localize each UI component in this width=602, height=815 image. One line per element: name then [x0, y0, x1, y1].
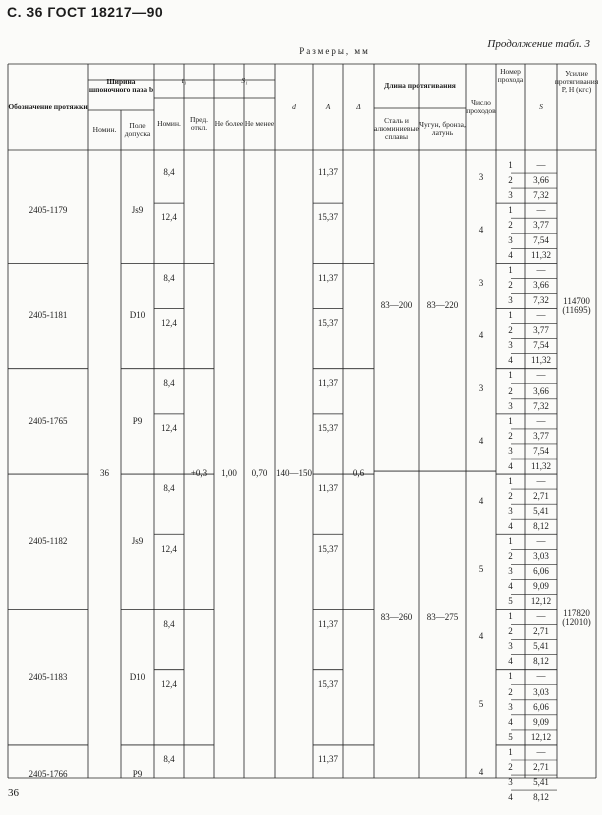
cell-passes: 4 [478, 766, 484, 777]
cell-passes: 4 [478, 330, 484, 341]
cell-pass-number: 2 [508, 325, 513, 336]
cell-a: 15,37 [317, 678, 339, 689]
cell-pass-number: 3 [508, 776, 513, 787]
cell-pass-number: 1 [508, 611, 513, 622]
cell-pass-number: 2 [508, 761, 513, 772]
col-t1: t₁ [181, 76, 187, 86]
cell-pass-number: 2 [508, 490, 513, 501]
cell-t1: 12,4 [161, 423, 177, 434]
cell-a: 15,37 [317, 212, 339, 223]
col-length-steel: Сталь и алюминиевые сплавы [374, 116, 419, 141]
cell-t1: 8,4 [163, 618, 175, 629]
cell-t1: 12,4 [161, 543, 177, 554]
cell-pass-number: 4 [508, 460, 513, 471]
cell-designation: 2405-1179 [28, 204, 68, 215]
cell-s: 8,12 [533, 520, 549, 531]
cell-s: 5,41 [533, 776, 549, 787]
cell-pass-number: 2 [508, 174, 513, 185]
cell-passes: 3 [478, 172, 484, 183]
cell-designation: 2405-1181 [28, 310, 68, 321]
cell-pass-number: 4 [508, 716, 513, 727]
cell-s: 9,09 [533, 716, 549, 727]
col-designation: Обозначение протяжки [8, 102, 88, 112]
cell-pass-number: 1 [508, 310, 513, 321]
cell-s: 8,12 [533, 656, 549, 667]
cell-pass-number: 2 [508, 551, 513, 562]
cell-pass-number: 2 [508, 430, 513, 441]
cell-s: — [536, 204, 546, 215]
cell-s: 12,12 [530, 731, 552, 742]
col-t1-deviation: Пред. откл. [189, 115, 209, 132]
cell-pass-number: 1 [508, 415, 513, 426]
page-header: С. 36 ГОСТ 18217—90 [7, 4, 164, 20]
cell-tolerance: P9 [132, 415, 143, 426]
cell-pass-number: 3 [508, 505, 513, 516]
cell-passes: 4 [478, 435, 484, 446]
cell-pass-number: 4 [508, 581, 513, 592]
cell-s: 7,32 [533, 189, 549, 200]
cell-designation: 2405-1766 [28, 769, 68, 780]
cell-tolerance: D10 [129, 310, 146, 321]
cell-t1-deviation: +0,3 [190, 468, 208, 479]
col-length: Длина протягивания [384, 81, 456, 91]
cell-s: 6,06 [533, 566, 549, 577]
col-tolerance-field: Поле допуска [124, 121, 151, 138]
cell-length-cast: 83—275 [426, 612, 459, 623]
col-length-cast: Чугун, бронза, латунь [419, 120, 466, 137]
cell-designation: 2405-1765 [28, 415, 68, 426]
cell-delta: 0,6 [352, 468, 365, 479]
cell-a: 11,37 [318, 272, 338, 283]
cell-force: 117820 (12010) [562, 607, 591, 627]
cell-passes: 5 [478, 563, 484, 574]
cell-s: 7,32 [533, 295, 549, 306]
cell-passes: 4 [478, 225, 484, 236]
col-t1-nominal: Номин. [157, 119, 181, 129]
cell-s: 11,32 [531, 355, 551, 366]
cell-s: 6,06 [533, 701, 549, 712]
cell-t1: 8,4 [163, 377, 175, 388]
cell-s: 8,12 [533, 791, 549, 802]
cell-s: 9,09 [533, 581, 549, 592]
cell-t1: 8,4 [163, 167, 175, 178]
cell-s: 2,71 [533, 490, 549, 501]
cell-passes: 5 [478, 699, 484, 710]
cell-pass-number: 1 [508, 159, 513, 170]
cell-s: — [536, 370, 546, 381]
cell-pass-number: 3 [508, 566, 513, 577]
cell-d: 140—150 [276, 468, 312, 479]
cell-pass-number: 2 [508, 219, 513, 230]
cell-pass-number: 3 [508, 295, 513, 306]
cell-t1: 12,4 [161, 317, 177, 328]
cell-pass-number: 4 [508, 355, 513, 366]
cell-s: 7,54 [533, 445, 549, 456]
cell-t1: 8,4 [163, 483, 175, 494]
cell-s: — [536, 415, 546, 426]
cell-passes: 4 [478, 495, 484, 506]
cell-pass-number: 3 [508, 701, 513, 712]
cell-pass-number: 3 [508, 235, 513, 246]
cell-pass-number: 2 [508, 626, 513, 637]
cell-a: 11,37 [318, 754, 338, 765]
cell-s: 3,77 [533, 219, 549, 230]
cell-pass-number: 5 [508, 731, 513, 742]
cell-s: 2,71 [533, 626, 549, 637]
cell-t1: 12,4 [161, 678, 177, 689]
cell-pass-number: 2 [508, 385, 513, 396]
cell-s: 3,03 [533, 551, 549, 562]
cell-pass-number: 1 [508, 265, 513, 276]
cell-pass-number: 4 [508, 250, 513, 261]
page-number: 36 [8, 787, 19, 799]
cell-s: — [536, 310, 546, 321]
cell-pass-number: 1 [508, 204, 513, 215]
cell-s: — [536, 536, 546, 547]
cell-length-cast: 83—220 [426, 300, 459, 311]
cell-s: 7,54 [533, 235, 549, 246]
cell-b-nominal: 36 [100, 468, 109, 479]
col-b-nominal: Номин. [92, 125, 117, 135]
cell-t1: 8,4 [163, 272, 175, 283]
col-keyway-width: Ширина шпоночного паза b [88, 77, 154, 94]
cell-s: — [536, 475, 546, 486]
cell-a: 11,37 [318, 483, 338, 494]
cell-s: — [536, 611, 546, 622]
cell-s: 3,66 [533, 385, 549, 396]
cell-s: 12,12 [530, 596, 552, 607]
cell-pass-number: 3 [508, 445, 513, 456]
cell-pass-number: 4 [508, 520, 513, 531]
col-s1: S₁ [241, 76, 248, 86]
cell-s: 7,32 [533, 400, 549, 411]
cell-a: 15,37 [317, 317, 339, 328]
cell-pass-number: 3 [508, 400, 513, 411]
cell-tolerance: Js9 [131, 204, 144, 215]
cell-t1: 12,4 [161, 212, 177, 223]
cell-pass-number: 5 [508, 596, 513, 607]
cell-s: 3,66 [533, 174, 549, 185]
cell-s: — [536, 746, 546, 757]
cell-designation: 2405-1183 [28, 671, 68, 682]
col-passes: Число проходов [466, 98, 496, 115]
sizes-caption: Размеры, мм [299, 46, 370, 57]
cell-s: 3,03 [533, 686, 549, 697]
cell-pass-number: 2 [508, 280, 513, 291]
cell-tolerance: Js9 [131, 536, 144, 547]
cell-length-steel: 83—200 [380, 300, 413, 311]
col-a: A [325, 102, 331, 112]
cell-s: 5,41 [533, 641, 549, 652]
cell-passes: 3 [478, 277, 484, 288]
cell-length-steel: 83—260 [380, 612, 413, 623]
cell-a: 11,37 [318, 377, 338, 388]
cell-s1-max: 1,00 [221, 468, 237, 479]
cell-s: 2,71 [533, 761, 549, 772]
col-s1-max: Не более [214, 119, 244, 129]
cell-s: — [536, 159, 546, 170]
cell-passes: 3 [478, 383, 484, 394]
cell-s: 3,77 [533, 430, 549, 441]
cell-a: 11,37 [318, 167, 338, 178]
cell-s: 5,41 [533, 505, 549, 516]
cell-a: 15,37 [317, 543, 339, 554]
cell-pass-number: 1 [508, 370, 513, 381]
cell-pass-number: 1 [508, 475, 513, 486]
cell-s: — [536, 671, 546, 682]
cell-designation: 2405-1182 [28, 536, 68, 547]
col-s1-min: Не менее [244, 119, 275, 129]
cell-a: 11,37 [318, 618, 338, 629]
cell-t1: 8,4 [163, 754, 175, 765]
cell-s: 7,54 [533, 340, 549, 351]
cell-s: — [536, 265, 546, 276]
cell-tolerance: P9 [132, 769, 143, 780]
table-continuation-label: Продолжение табл. 3 [487, 38, 590, 50]
cell-s: 3,66 [533, 280, 549, 291]
cell-s: 11,32 [531, 460, 551, 471]
col-delta: Δ [356, 102, 361, 112]
cell-pass-number: 1 [508, 536, 513, 547]
cell-s: 11,32 [531, 250, 551, 261]
cell-pass-number: 4 [508, 791, 513, 802]
cell-pass-number: 1 [508, 746, 513, 757]
cell-pass-number: 3 [508, 189, 513, 200]
col-pass-number: Номер прохода [497, 67, 524, 84]
cell-pass-number: 3 [508, 340, 513, 351]
col-s: S [539, 102, 543, 112]
cell-pass-number: 2 [508, 686, 513, 697]
cell-passes: 4 [478, 631, 484, 642]
col-force: Усилие протягивания P, Н (кгс) [554, 69, 599, 94]
cell-tolerance: D10 [129, 671, 146, 682]
cell-force: 114700 (11695) [562, 295, 591, 315]
cell-s1-min: 0,70 [251, 468, 268, 479]
cell-pass-number: 1 [508, 671, 513, 682]
cell-a: 15,37 [317, 423, 339, 434]
col-d: d [292, 102, 296, 112]
cell-pass-number: 4 [508, 656, 513, 667]
cell-s: 3,77 [533, 325, 549, 336]
cell-pass-number: 3 [508, 641, 513, 652]
